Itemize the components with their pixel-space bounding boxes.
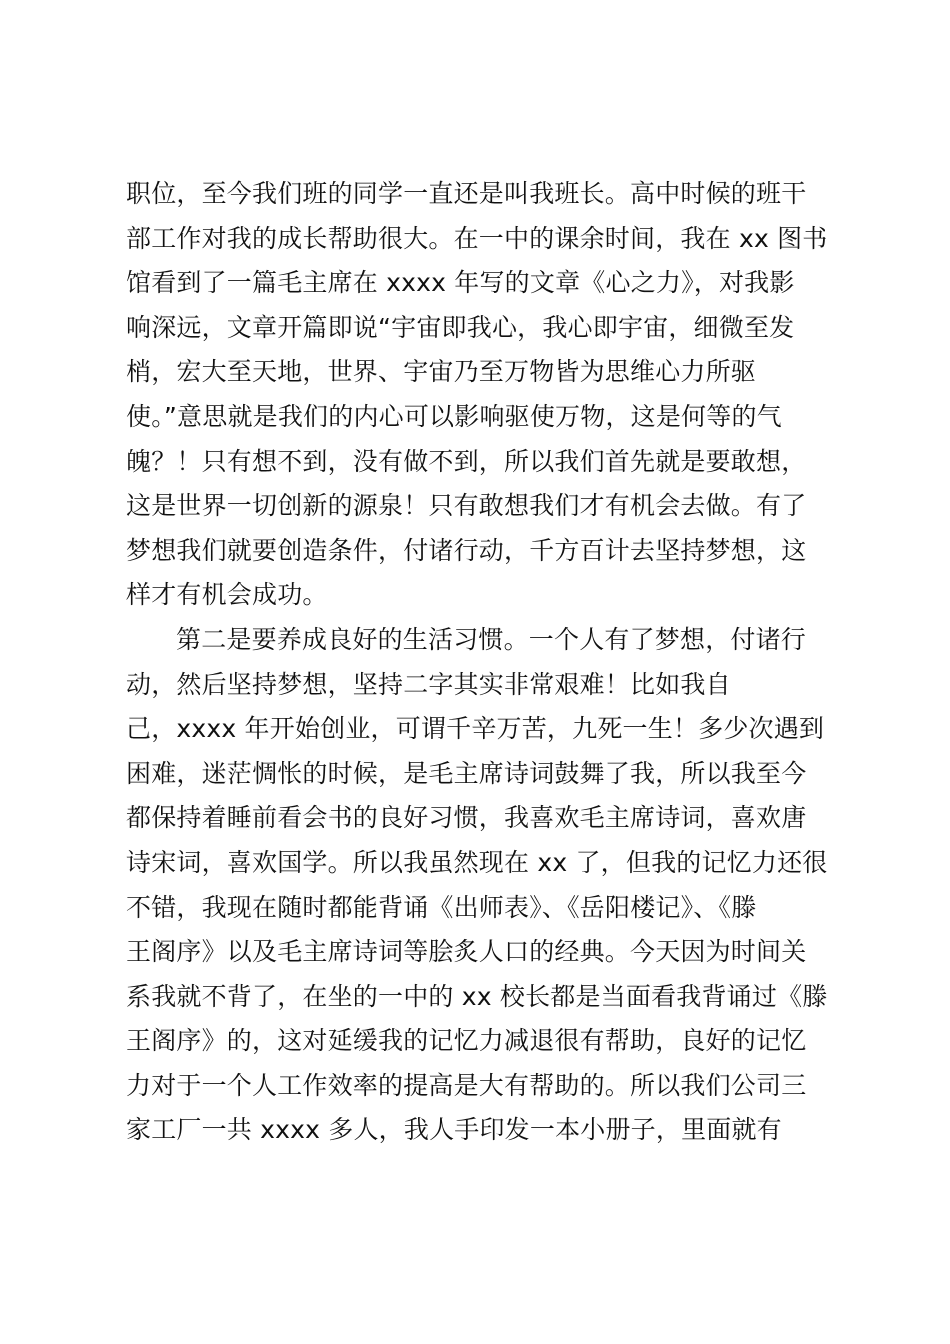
text-line: 不错，我现在随时都能背诵《出师表》、《岳阳楼记》、《滕 [126,892,757,922]
text-line: 都保持着睡前看会书的良好习惯，我喜欢毛主席诗词，喜欢唐 [126,803,807,833]
text-line: 响深远，文章开篇即说“宇宙即我心，我心即宇宙，细微至发 [126,312,795,342]
text-line: 诗宋词，喜欢国学。所以我虽然现在 xx 了，但我的记忆力还很 [126,847,828,877]
paragraph-start-line: 第二是要养成良好的生活习惯。一个人有了梦想，付诸行 [176,624,807,654]
text-line: 己，xxxx 年开始创业，可谓千辛万苦，九死一生！多少次遇到 [126,714,825,744]
text-line: 系我就不背了，在坐的一中的 xx 校长都是当面看我背诵过《滕 [126,981,828,1011]
text-line: 部工作对我的成长帮助很大。在一中的课余时间，我在 xx 图书 [126,223,828,253]
text-line: 职位，至今我们班的同学一直还是叫我班长。高中时候的班干 [126,179,807,208]
text-line: 使。”意思就是我们的内心可以影响驱使万物，这是何等的气 [126,401,782,431]
text-line: 力对于一个人工作效率的提高是大有帮助的。所以我们公司三 [126,1070,807,1100]
text-line: 馆看到了一篇毛主席在 xxxx 年写的文章《心之力》，对我影 [126,268,795,298]
text-line: 王阁序》的，这对延缓我的记忆力减退很有帮助，良好的记忆 [126,1026,807,1056]
text-line: 动，然后坚持梦想，坚持二字其实非常艰难！比如我自 [126,669,731,699]
text-line: 家工厂一共 xxxx 多人，我人手印发一本小册子，里面就有 [126,1115,782,1145]
text-line: 梦想我们就要创造条件，付诸行动，千方百计去坚持梦想，这 [126,535,807,565]
text-line: 困难，迷茫惆怅的时候，是毛主席诗词鼓舞了我，所以我至今 [126,758,807,788]
body-text [126,172,841,1153]
text-line: 魄？！只有想不到，没有做不到，所以我们首先就是要敢想， [126,446,807,476]
text-line: 样才有机会成功。 [126,580,328,610]
text-line: 这是世界一切创新的源泉！只有敢想我们才有机会去做。有了 [126,491,807,521]
text-line: 梢，宏大至天地，世界、宇宙乃至万物皆为思维心力所驱 [126,357,757,387]
text-line: 王阁序》以及毛主席诗词等脍炙人口的经典。今天因为时间关 [126,937,807,967]
